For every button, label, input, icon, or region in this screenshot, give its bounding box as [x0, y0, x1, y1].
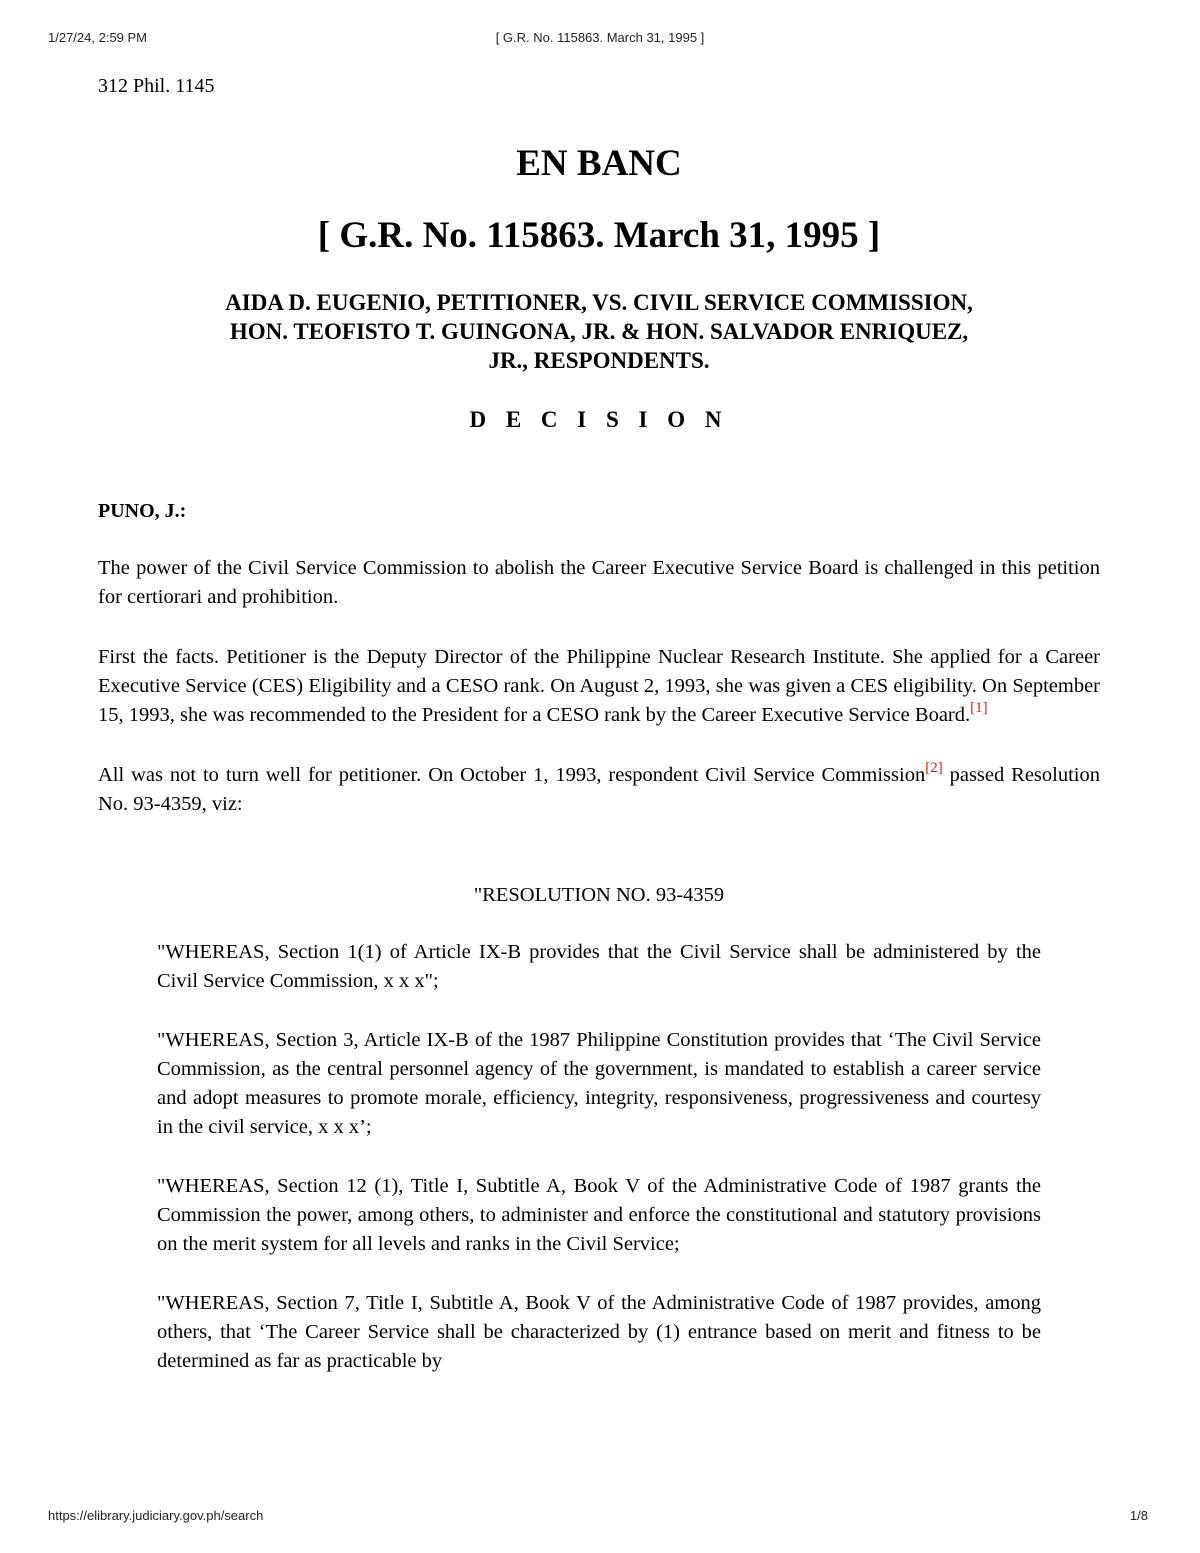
paragraph-text: All was not to turn well for petitioner. On October 1, 1993, respondent Civil Service Commission	[98, 764, 926, 786]
parties-line: HON. TEOFISTO T. GUINGONA, JR. & HON. SALVADOR ENRIQUEZ,	[229, 319, 969, 344]
body-paragraph	[98, 761, 1100, 819]
decision-title: D E C I S I O N	[469, 407, 729, 432]
footnote-link-1[interactable]: [1]	[970, 700, 988, 716]
footnote-link-2[interactable]: [2]	[925, 760, 943, 776]
whereas-clause: "WHEREAS, Section 3, Article IX-B of the 1987 Philippine Constitution provides that ‘The Civil Service Commission, as the central personnel agency of the government, is mandated to establish a career service and adopt measures to promote morale, efficiency, integrity, responsiveness, progressiveness and courtesy in the civil service, x x x’;	[157, 1029, 1041, 1138]
resolution-quote	[157, 938, 1041, 1376]
whereas-clause: "WHEREAS, Section 12 (1), Title I, Subtitle A, Book V of the Administrative Code of 1987 grants the Commission the power, among others, to administer and enforce the constitutional and statutory provisions on the merit system for all levels and ranks in the Civil Service;	[157, 1175, 1041, 1255]
print-page-number: 1/8	[1129, 1508, 1148, 1523]
print-title: [ G.R. No. 115863. March 31, 1995 ]	[495, 30, 705, 45]
print-footer	[0, 1508, 1200, 1528]
document-body	[98, 72, 1100, 1376]
print-datetime: 1/27/24, 2:59 PM	[48, 30, 148, 45]
division-heading: EN BANC	[516, 143, 682, 184]
body-paragraph	[98, 643, 1100, 730]
whereas-clause: "WHEREAS, Section 1(1) of Article IX-B provides that the Civil Service shall be administered by the Civil Service Commission, x x x";	[157, 941, 1041, 992]
case-number-heading: [ G.R. No. 115863. March 31, 1995 ]	[317, 215, 881, 256]
case-parties	[98, 288, 1100, 375]
print-url: https://elibrary.judiciary.gov.ph/search	[48, 1508, 264, 1523]
parties-line: AIDA D. EUGENIO, PETITIONER, VS. CIVIL SERVICE COMMISSION,	[225, 290, 973, 315]
resolution-heading: "RESOLUTION NO. 93-4359	[473, 884, 725, 906]
paragraph-text: First the facts. Petitioner is the Deputy Director of the Philippine Nuclear Research Institute. She applied for a Career Executive Service (CES) Eligibility and a CESO rank. On August 2, 1993, she was given a CES eligibility. On September 15, 1993, she was recommended to the President for a CESO rank by the Career Executive Service Board.	[98, 646, 1100, 726]
citation: 312 Phil. 1145	[98, 75, 215, 97]
ponente: PUNO, J.:	[98, 500, 187, 522]
print-header	[0, 30, 1200, 50]
whereas-clause: "WHEREAS, Section 7, Title I, Subtitle A, Book V of the Administrative Code of 1987 provides, among others, that ‘The Career Service shall be characterized by (1) entrance based on merit and fitness to be determined as far as practicable by	[157, 1292, 1041, 1372]
parties-line: JR., RESPONDENTS.	[488, 348, 710, 373]
paragraph-text: passed Resolution No. 93-4359, viz:	[98, 764, 1100, 815]
body-paragraph: The power of the Civil Service Commission to abolish the Career Executive Service Board is challenged in this petition for certiorari and prohibition.	[98, 557, 1100, 608]
